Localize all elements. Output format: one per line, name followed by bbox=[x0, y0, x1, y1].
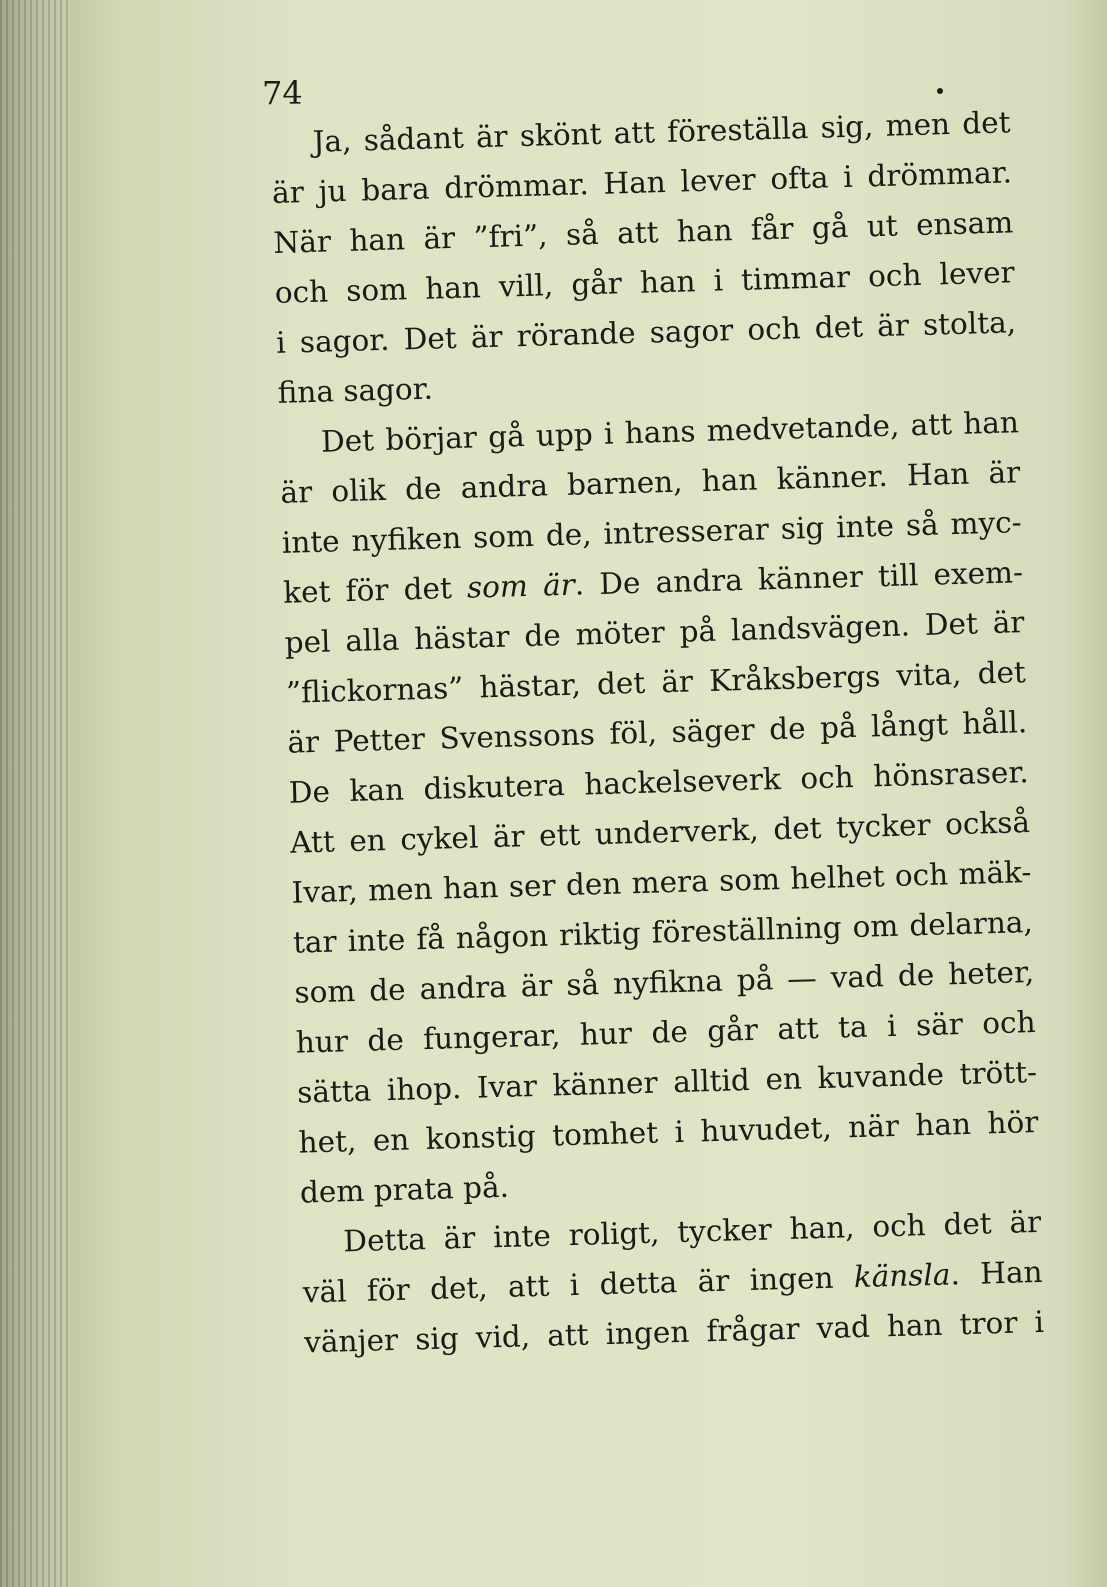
text-line: i sagor. Det är rörande sagor och det är stolta, bbox=[275, 305, 1017, 360]
text-line: pel alla hästar de möter på landsvägen. Det är bbox=[284, 605, 1025, 660]
text-line: är Petter Svenssons föl, säger de på långt håll. bbox=[286, 705, 1028, 760]
text-line: Ja, sådant är skönt att föreställa sig, men det bbox=[312, 105, 1011, 159]
text-run: . Han bbox=[949, 1254, 1043, 1292]
book-spine-shadow bbox=[0, 0, 70, 1587]
text-line: inte nyfiken som de, intresserar sig inte så myc- bbox=[281, 505, 1023, 560]
printer-mark bbox=[937, 88, 943, 94]
text-line: sätta ihop. Ivar känner alltid en kuvande trött- bbox=[296, 1054, 1038, 1110]
text-line: och som han vill, går han i timmar och lever bbox=[274, 255, 1016, 310]
text-line: Detta är inte roligt, tycker han, och det är bbox=[342, 1204, 1042, 1259]
text-line: De kan diskutera hackelseverk och hönsraser. bbox=[288, 755, 1030, 810]
text-line: är olik de andra barnen, han känner. Han är bbox=[279, 455, 1021, 510]
text-line: fina sagor. bbox=[277, 371, 434, 410]
text-line: Att en cykel är ett underverk, det tycker också bbox=[289, 805, 1031, 860]
italic-emphasis: känsla bbox=[853, 1257, 951, 1295]
text-run: väl för det, att i detta är ingen bbox=[302, 1260, 834, 1310]
text-line: vänjer sig vid, att ingen frågar vad han tror i bbox=[303, 1304, 1045, 1360]
body-text bbox=[270, 97, 1045, 1367]
text-line: hur de fungerar, hur de går att ta i sär och bbox=[295, 1004, 1037, 1060]
text-line: Det börjar gå upp i hans medvetande, att han bbox=[320, 405, 1020, 459]
text-run: . De andra känner till exem- bbox=[574, 555, 1024, 602]
text-line: är ju bara drömmar. Han lever ofta i drömmar. bbox=[271, 155, 1013, 210]
text-line: het, en konstig tomhet i huvudet, när han hör bbox=[298, 1104, 1039, 1160]
text-line: När han är ”fri”, så att han får gå ut ensam bbox=[273, 205, 1014, 260]
page-number: 74 bbox=[262, 74, 303, 112]
text-line: Ivar, men han ser den mera som helhet och mäk- bbox=[291, 855, 1032, 910]
text-line: som de andra är så nyfikna på — vad de heter, bbox=[293, 955, 1035, 1010]
text-line: dem prata på. bbox=[299, 1169, 510, 1210]
text-line: tar inte få någon riktig föreställning om delarna, bbox=[292, 905, 1034, 960]
text-line: ”flickornas” hästar, det är Kråksbergs vita, det bbox=[285, 655, 1027, 710]
text-run: ket för det bbox=[282, 571, 453, 610]
italic-emphasis: som är bbox=[466, 567, 576, 605]
